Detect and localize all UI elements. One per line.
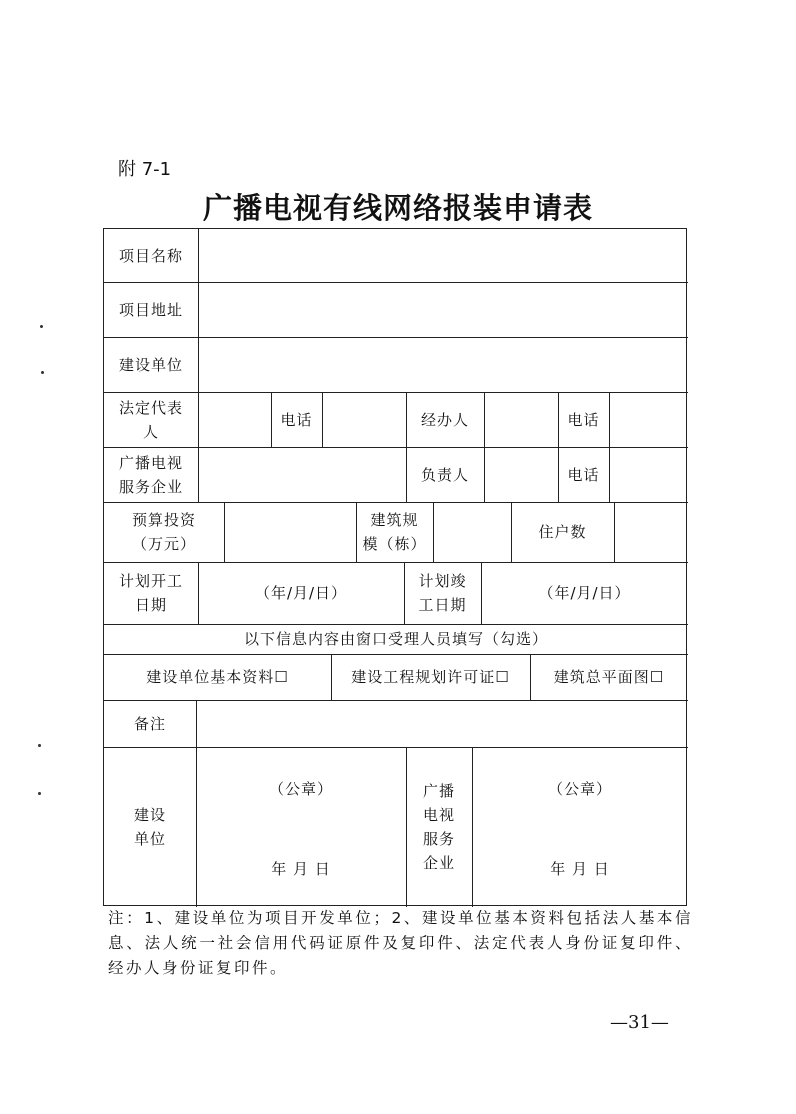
form-title: 广播电视有线网络报装申请表 xyxy=(202,191,593,225)
site-plan-checkbox[interactable]: 建筑总平面图☐ xyxy=(553,668,665,686)
construction-unit-seal: （公章） xyxy=(268,780,333,798)
sign-service-company-label: 广播 电视 服务 企业 xyxy=(422,782,455,872)
project-address-label: 项目地址 xyxy=(118,300,183,319)
responsible-phone-field[interactable] xyxy=(609,447,688,502)
construction-unit-date: 年 月 日 xyxy=(271,860,331,878)
planned-start-field[interactable]: （年/月/日） xyxy=(254,584,348,602)
application-form-table xyxy=(103,228,687,906)
service-company-field[interactable] xyxy=(198,447,406,502)
scan-speck xyxy=(38,744,41,747)
page-number: —31— xyxy=(610,1012,669,1033)
handler-phone-field[interactable] xyxy=(609,392,688,447)
responsible-phone-label: 电话 xyxy=(567,465,600,484)
scan-speck xyxy=(38,792,41,795)
legal-rep-field[interactable] xyxy=(198,392,271,447)
construction-unit-field[interactable] xyxy=(198,337,688,392)
legal-rep-phone-label: 电话 xyxy=(280,410,313,429)
handler-label: 经办人 xyxy=(420,410,469,429)
planned-completion-field[interactable]: （年/月/日） xyxy=(538,584,631,602)
households-label: 住户数 xyxy=(538,523,587,541)
planned-completion-label: 计划竣 工日期 xyxy=(418,572,467,614)
construction-unit-label: 建设单位 xyxy=(118,355,183,374)
remarks-field[interactable] xyxy=(196,700,688,747)
legal-rep-label: 法定代表 人 xyxy=(118,398,183,441)
project-name-label: 项目名称 xyxy=(118,246,183,265)
project-address-field[interactable] xyxy=(198,282,688,337)
service-company-seal: （公章） xyxy=(547,780,612,798)
budget-field[interactable] xyxy=(224,502,356,562)
window-note: 以下信息内容由窗口受理人员填写（勾选） xyxy=(243,630,548,648)
service-company-label: 广播电视 服务企业 xyxy=(118,453,183,496)
footnote: 注：1、建设单位为项目开发单位；2、建设单位基本资料包括法人基本信息、法人统一社会信用代码证原件及复印件、法定代表人身份证复印件、经办人身份证复印件。 xyxy=(108,909,693,977)
scan-speck xyxy=(40,325,43,328)
remarks-label: 备注 xyxy=(133,714,166,733)
scan-speck xyxy=(41,371,44,374)
service-company-date: 年 月 日 xyxy=(550,860,610,878)
responsible-person-label: 负责人 xyxy=(420,465,469,484)
sign-construction-unit-label: 建设 单位 xyxy=(133,806,166,848)
handler-phone-label: 电话 xyxy=(567,410,600,429)
basic-info-checkbox[interactable]: 建设单位基本资料☐ xyxy=(146,668,289,686)
planning-permit-checkbox[interactable]: 建设工程规划许可证☐ xyxy=(351,668,510,686)
responsible-person-field[interactable] xyxy=(484,447,558,502)
planned-start-label: 计划开工 日期 xyxy=(118,572,183,614)
project-name-field[interactable] xyxy=(198,229,688,282)
appendix-label: 附 7-1 xyxy=(118,159,172,180)
building-scale-label: 建筑规 模（栋） xyxy=(362,511,427,553)
handler-field[interactable] xyxy=(484,392,558,447)
budget-label: 预算投资 （万元） xyxy=(131,511,196,553)
building-scale-field[interactable] xyxy=(433,502,511,562)
households-field[interactable] xyxy=(614,502,688,562)
legal-rep-phone-field[interactable] xyxy=(322,392,406,447)
